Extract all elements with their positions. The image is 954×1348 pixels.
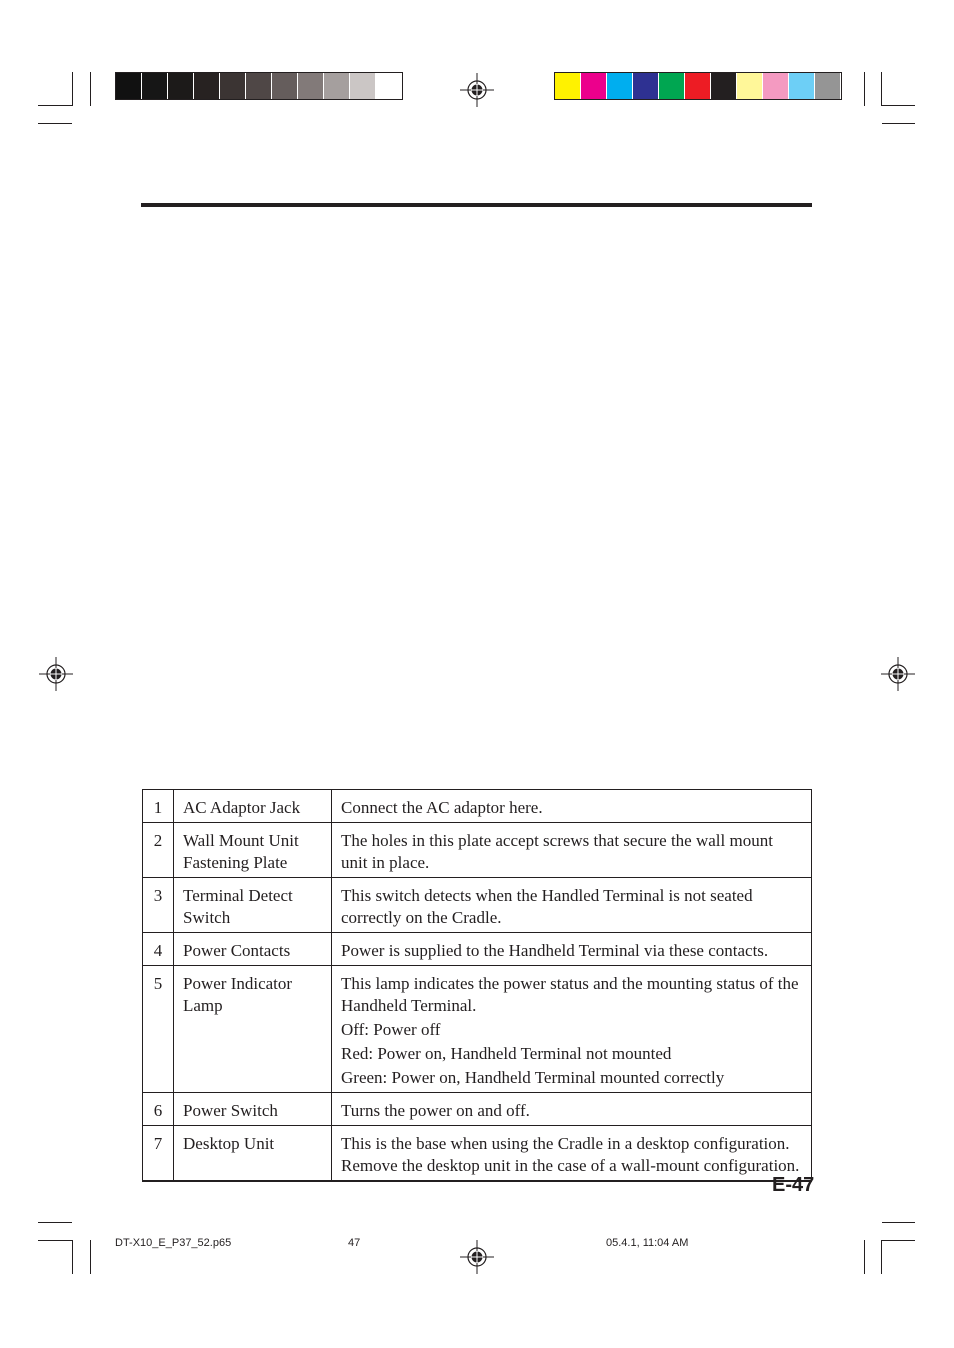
crop-mark <box>864 72 865 106</box>
color-swatch <box>659 73 685 99</box>
color-swatch <box>633 73 659 99</box>
crop-mark <box>38 1240 72 1241</box>
crop-mark <box>38 1222 72 1223</box>
color-swatch <box>555 73 581 99</box>
description-line: Power is supplied to the Handheld Terminal via these contacts. <box>341 941 769 960</box>
registration-mark-icon <box>881 657 915 691</box>
color-swatch <box>763 73 789 99</box>
process-color-bar <box>554 72 842 100</box>
color-swatch <box>815 73 841 99</box>
part-number: 6 <box>143 1093 174 1126</box>
description-line: Red: Power on, Handheld Terminal not mounted <box>341 1044 672 1063</box>
color-swatch <box>711 73 737 99</box>
color-swatch <box>116 73 142 99</box>
description-line: Turns the power on and off. <box>341 1101 530 1120</box>
page-number: E-47 <box>772 1174 815 1196</box>
color-swatch <box>246 73 272 99</box>
description-line: The holes in this plate accept screws that secure the wall mount unit in place. <box>341 831 773 872</box>
part-name: Power Contacts <box>174 933 332 966</box>
color-swatch <box>376 73 402 99</box>
part-number: 4 <box>143 933 174 966</box>
description-line: Connect the AC adaptor here. <box>341 798 543 817</box>
part-number: 1 <box>143 790 174 823</box>
description-line: This lamp indicates the power status and the mounting status of the Handheld Terminal. <box>341 974 799 1015</box>
part-name: Terminal Detect Switch <box>174 878 332 933</box>
description-line: Off: Power off <box>341 1020 441 1039</box>
table-row <box>143 966 812 1093</box>
parts-table <box>142 789 812 1182</box>
part-name: AC Adaptor Jack <box>174 790 332 823</box>
color-swatch <box>324 73 350 99</box>
section-divider <box>141 203 812 207</box>
description-line: Green: Power on, Handheld Terminal mounted correctly <box>341 1068 725 1087</box>
part-number: 5 <box>143 966 174 1093</box>
crop-mark <box>881 72 882 106</box>
color-swatch <box>685 73 711 99</box>
registration-mark-icon <box>39 657 73 691</box>
color-swatch <box>272 73 298 99</box>
table-row <box>143 1126 812 1182</box>
part-number: 2 <box>143 823 174 878</box>
part-description <box>332 878 812 933</box>
crop-mark <box>882 1240 915 1241</box>
table-row <box>143 878 812 933</box>
color-swatch <box>194 73 220 99</box>
crop-mark <box>90 72 91 106</box>
description-line: This switch detects when the Handled Terminal is not seated correctly on the Cradle. <box>341 886 753 927</box>
color-swatch <box>350 73 376 99</box>
color-swatch <box>220 73 246 99</box>
table-row <box>143 933 812 966</box>
part-description <box>332 1126 812 1182</box>
grayscale-color-bar <box>115 72 403 100</box>
color-swatch <box>607 73 633 99</box>
crop-mark <box>72 1240 73 1274</box>
crop-mark <box>72 72 73 106</box>
color-swatch <box>737 73 763 99</box>
crop-mark <box>881 1240 882 1274</box>
color-swatch <box>789 73 815 99</box>
color-swatch <box>142 73 168 99</box>
part-description <box>332 790 812 823</box>
crop-mark <box>90 1240 91 1274</box>
parts-table-body <box>143 790 812 1182</box>
table-row <box>143 790 812 823</box>
crop-mark <box>38 123 72 124</box>
part-name: Desktop Unit <box>174 1126 332 1182</box>
part-description <box>332 1093 812 1126</box>
part-name: Power Switch <box>174 1093 332 1126</box>
registration-mark-icon <box>460 1240 494 1274</box>
part-number: 7 <box>143 1126 174 1182</box>
table-row <box>143 1093 812 1126</box>
crop-mark <box>882 1222 915 1223</box>
crop-mark <box>38 105 72 106</box>
part-name: Power Indicator Lamp <box>174 966 332 1093</box>
part-description <box>332 966 812 1093</box>
color-swatch <box>298 73 324 99</box>
color-swatch <box>168 73 194 99</box>
part-description <box>332 823 812 878</box>
table-row <box>143 823 812 878</box>
description-line: This is the base when using the Cradle in a desktop configuration. Remove the desktop unit in the case of a wall-mount configuration. <box>341 1134 800 1175</box>
color-swatch <box>581 73 607 99</box>
footer-page: 47 <box>348 1237 361 1249</box>
registration-mark-icon <box>460 73 494 107</box>
crop-mark <box>882 123 915 124</box>
part-number: 3 <box>143 878 174 933</box>
crop-mark <box>882 105 915 106</box>
footer-timestamp: 05.4.1, 11:04 AM <box>606 1237 689 1249</box>
part-description <box>332 933 812 966</box>
part-name: Wall Mount Unit Fastening Plate <box>174 823 332 878</box>
footer-filename: DT-X10_E_P37_52.p65 <box>115 1237 232 1249</box>
crop-mark <box>864 1240 865 1274</box>
